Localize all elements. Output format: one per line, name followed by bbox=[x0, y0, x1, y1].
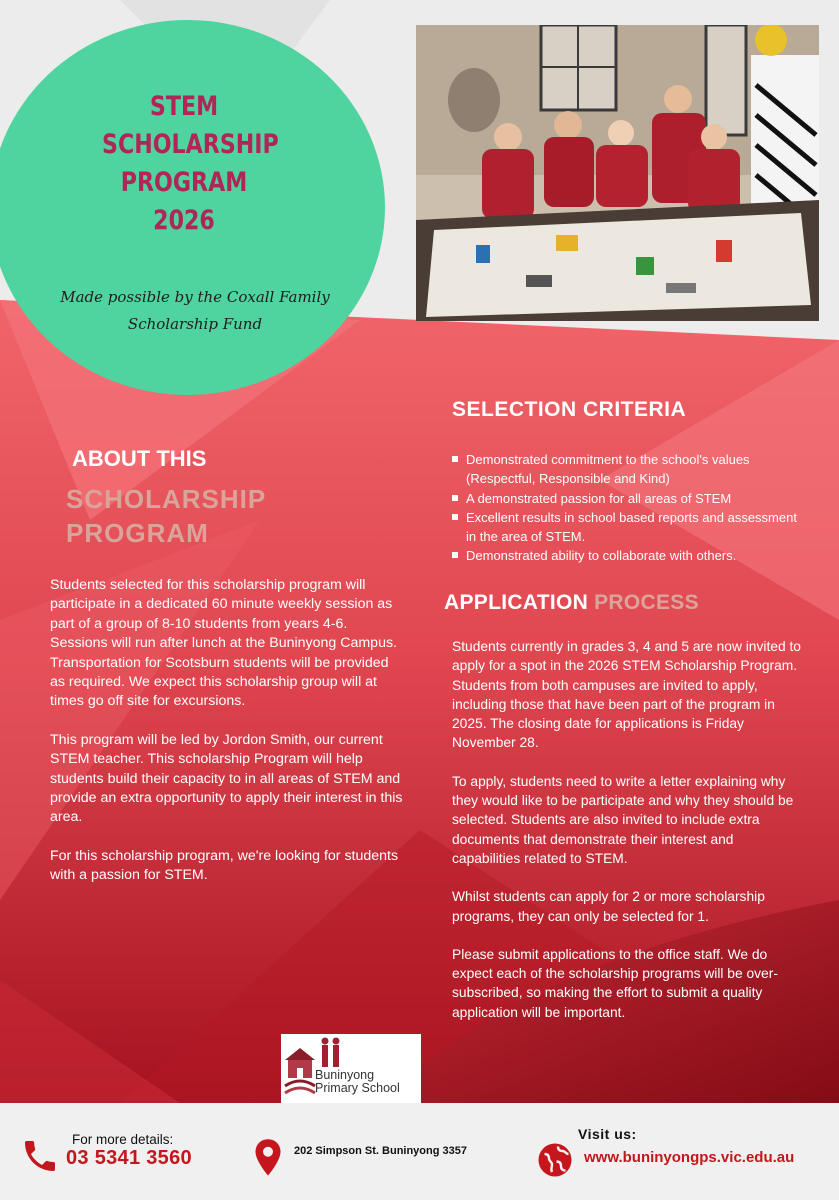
school-name-line1: Buninyong bbox=[315, 1068, 375, 1082]
school-name-line2: Primary School bbox=[315, 1081, 400, 1095]
application-paragraph: To apply, students need to write a letter explaining why they would like to be participate and why they should be selected. Students are also invited to include extra documents that demonstrate their interest and capabilities related to STEM. bbox=[452, 773, 794, 866]
school-logo bbox=[281, 1034, 421, 1104]
application-paragraph: Whilst students can apply for 2 or more scholarship programs, they can only be selected for 1. bbox=[452, 889, 765, 924]
program-title: STEM SCHOLARSHIP PROGRAM 2026 bbox=[102, 91, 279, 236]
list-item: Excellent results in school based reports and assessment in the area of STEM. bbox=[452, 508, 802, 547]
details-label: For more details: bbox=[72, 1132, 174, 1147]
about-body bbox=[50, 576, 405, 905]
website-link[interactable]: www.buninyongps.vic.edu.au bbox=[584, 1149, 795, 1166]
selection-criteria-list bbox=[452, 450, 802, 566]
students-robotics-photo bbox=[416, 25, 819, 321]
application-heading-word2: PROCESS bbox=[594, 591, 699, 614]
application-heading-word1: APPLICATION bbox=[444, 591, 589, 614]
application-heading bbox=[444, 591, 699, 615]
address: 202 Simpson St. Buninyong 3357 bbox=[294, 1145, 467, 1157]
school-name bbox=[315, 1069, 400, 1095]
about-paragraph: For this scholarship program, we're looking for students with a passion for STEM. bbox=[50, 847, 399, 884]
about-heading-accent: SCHOLARSHIP PROGRAM bbox=[66, 484, 266, 548]
location-pin-icon bbox=[253, 1138, 283, 1178]
about-heading: ABOUT THIS bbox=[72, 446, 207, 471]
people-figures-icon bbox=[319, 1036, 343, 1070]
application-paragraph: Please submit applications to the office staff. We do expect each of the scholarship programs will be over-subscribed, so making the effort to submit a quality application will be important. bbox=[452, 946, 778, 1020]
program-subtitle: Made possible by the Coxall Family Scholarship Fund bbox=[60, 288, 330, 333]
list-item: Demonstrated commitment to the school's values (Respectful, Responsible and Kind) bbox=[452, 450, 802, 489]
globe-icon bbox=[537, 1142, 573, 1178]
application-paragraph: Students currently in grades 3, 4 and 5 are now invited to apply for a spot in the 2026 STEM Scholarship Program. Students from both campuses are invited to apply, including those that have been part of the program in 2025. The closing date for applications is Friday November 28. bbox=[452, 639, 801, 751]
visit-label: Visit us: bbox=[578, 1126, 637, 1142]
phone-number[interactable]: 03 5341 3560 bbox=[66, 1147, 192, 1169]
application-body bbox=[452, 637, 802, 1041]
phone-icon bbox=[20, 1136, 60, 1176]
list-item: Demonstrated ability to collaborate with others. bbox=[452, 546, 802, 565]
school-building-icon bbox=[283, 1038, 317, 1100]
selection-heading: SELECTION CRITERIA bbox=[452, 398, 687, 421]
about-paragraph: Students selected for this scholarship program will participate in a dedicated 60 minute weekly session as part of a group of 8-10 students from years 4-6. Sessions will run after lunch at the Buninyong Campus. Transportation for Scotsburn students will be provided as required. We expect this scholarship group will at times go off site for excursions. bbox=[50, 577, 397, 710]
about-paragraph: This program will be led by Jordon Smith, our current STEM teacher. This scholarship Program will help students build their capacity to in all areas of STEM and provide an extra opportunity to apply their interest in this area. bbox=[50, 731, 403, 826]
list-item: A demonstrated passion for all areas of STEM bbox=[452, 489, 802, 508]
